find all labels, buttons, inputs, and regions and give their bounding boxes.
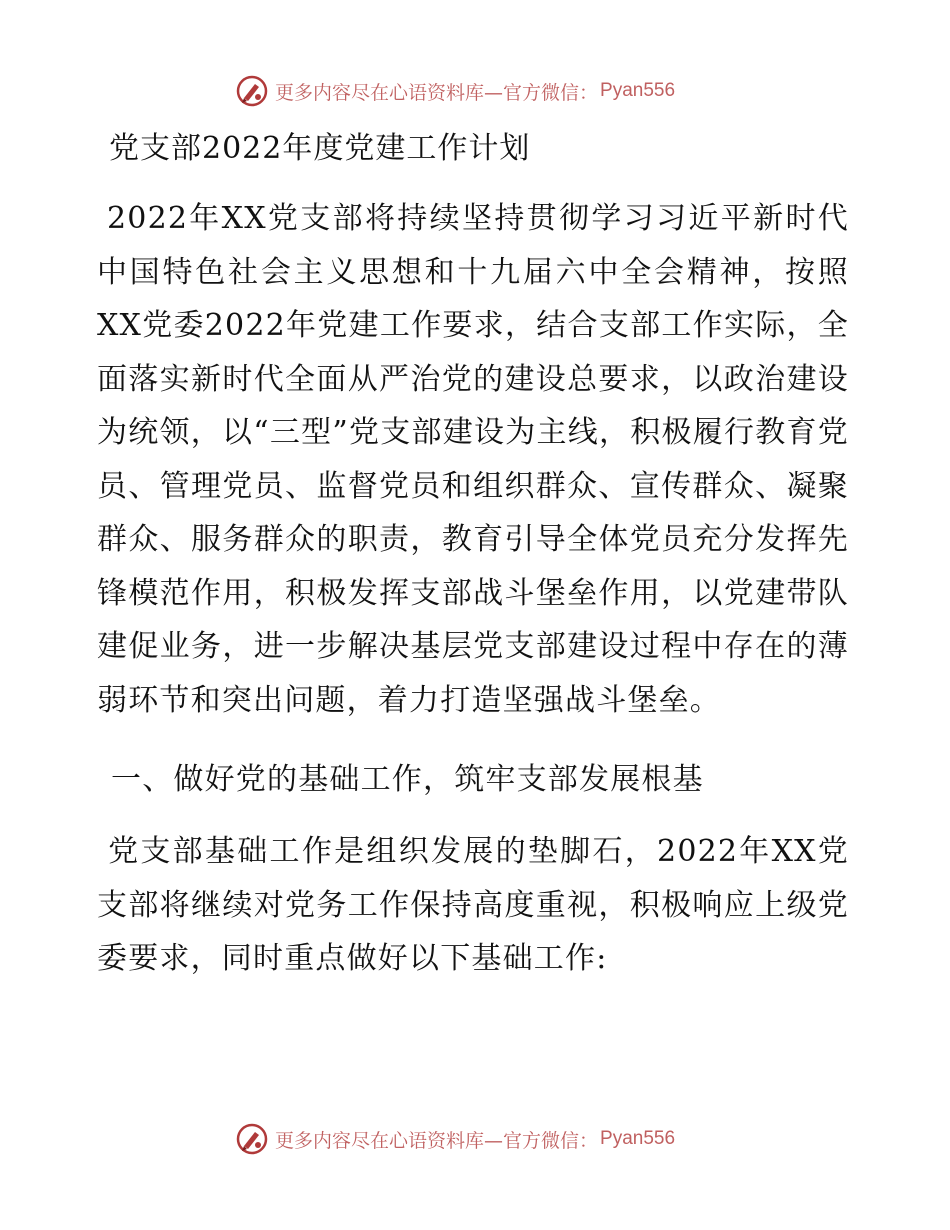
pen-logo-icon <box>235 74 269 108</box>
paragraph-intro-text: 2022年XX党支部将持续坚持贯彻学习习近平新时代中国特色社会主义思想和十九届六中全会精神，按照XX党委2022年党建工作要求，结合支部工作实际，全面落实新时代全面从严治党的建设总要求，以政治建设为统领，以“三型”党支部建设为主线，积极履行教育党员、管理党员、监督党员和组织群众、宣传群众、凝聚群众、服务群众的职责，教育引导全体党员充分发挥先锋模范作用，积极发挥支部战斗堡垒作用，以党建带队建促业务，进一步解决基层党支部建设过程中存在的薄弱环节和突出问题，着力打造坚强战斗堡垒。 <box>97 201 849 718</box>
watermark-footer <box>235 1122 675 1156</box>
document-body <box>97 120 849 986</box>
pen-logo-icon <box>235 1122 269 1156</box>
paragraph-intro <box>97 192 849 727</box>
document-title: 党支部2022年度党建工作计划 <box>109 131 531 166</box>
paragraph-section1-text: 党支部基础工作是组织发展的垫脚石，2022年XX党支部将继续对党务工作保持高度重视，积极响应上级党委要求，同时重点做好以下基础工作: <box>97 834 849 976</box>
watermark-wechat-id: Pyan556 <box>600 1128 676 1149</box>
paragraph-section1 <box>97 825 849 986</box>
watermark-text: 更多内容尽在心语资料库—官方微信： <box>275 1129 599 1152</box>
section-heading: 一、做好党的基础工作，筑牢支部发展根基 <box>111 762 704 797</box>
watermark-text: 更多内容尽在心语资料库—官方微信： <box>275 81 599 104</box>
watermark-header <box>235 74 675 108</box>
watermark-wechat-id: Pyan556 <box>600 80 676 101</box>
